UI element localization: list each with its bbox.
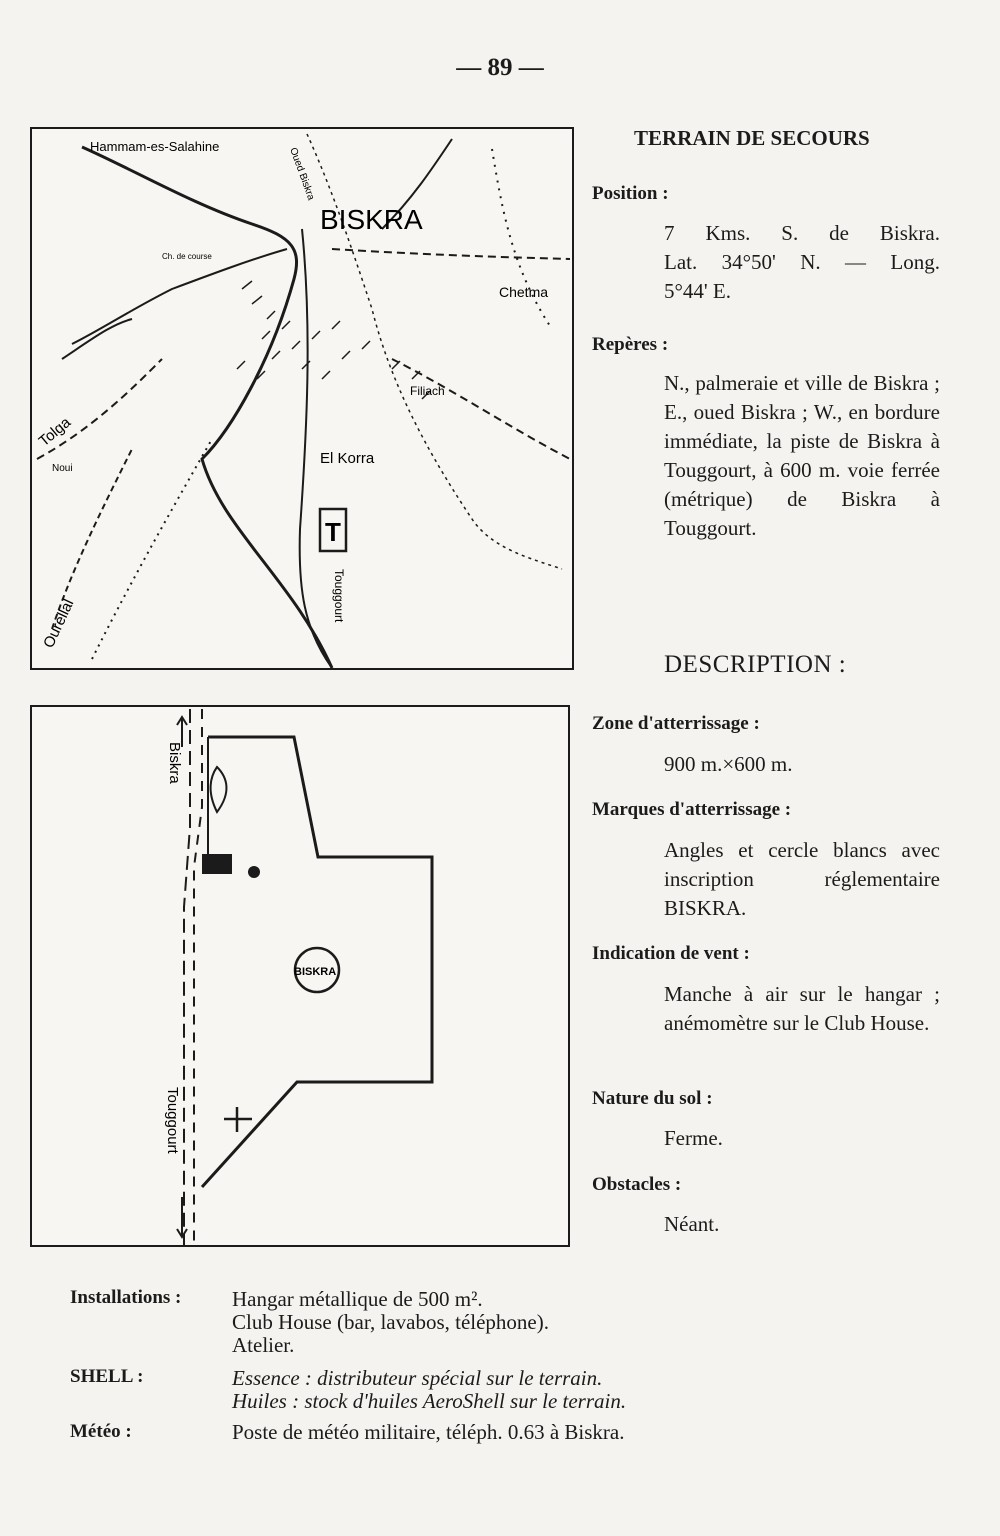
road-biskra-label: Biskra xyxy=(166,742,183,784)
sol-text: Ferme. xyxy=(664,1126,723,1150)
zone-label: Zone d'atterrissage : xyxy=(592,713,760,734)
description-title: DESCRIPTION : xyxy=(664,651,847,678)
position-line-2: Lat. 34°50' N. — Long. xyxy=(664,250,940,274)
shell-label: SHELL : xyxy=(70,1366,144,1387)
place-oued-biskra: Oued Biskra xyxy=(287,146,317,202)
obstacles-text: Néant. xyxy=(664,1212,720,1236)
installations-line-3: Atelier. xyxy=(232,1333,295,1357)
vent-text: Manche à air sur le hangar ; anémomètre sur le Club House. xyxy=(664,982,940,1035)
palm-grove xyxy=(237,281,430,399)
place-course: Ch. de course xyxy=(162,252,212,261)
installations-line-1: Hangar métallique de 500 m². xyxy=(232,1287,483,1311)
town-name: BISKRA xyxy=(320,204,423,235)
marques-text: Angles et cercle blancs avec inscription réglementaire BISKRA. xyxy=(664,838,940,920)
location-map xyxy=(30,127,574,670)
place-touggourt: Touggourt xyxy=(332,569,346,623)
obstacles-label: Obstacles : xyxy=(592,1174,682,1195)
location-map-drawing xyxy=(32,129,572,668)
railway-line xyxy=(82,147,332,668)
position-label: Position : xyxy=(592,183,669,204)
place-ourellal: Ourellal xyxy=(40,596,78,651)
zone-text: 900 m.×600 m. xyxy=(664,752,793,776)
place-chetma: Chetma xyxy=(499,284,549,300)
place-tolga: Tolga xyxy=(35,413,75,451)
page-number: — 89 — xyxy=(456,54,544,81)
sol-label: Nature du sol : xyxy=(592,1088,713,1109)
airfield-plan xyxy=(30,705,570,1247)
place-el-korra: El Korra xyxy=(320,450,375,467)
position-text xyxy=(664,219,940,306)
installations-text xyxy=(232,1288,549,1357)
shell-line-1: Essence : distributeur spécial sur le terrain. xyxy=(232,1366,603,1390)
road-touggourt-label: Touggourt xyxy=(164,1087,181,1154)
vent-label: Indication de vent : xyxy=(592,943,750,964)
marques-label: Marques d'atterrissage : xyxy=(592,799,792,820)
reperes-label: Repères : xyxy=(592,334,669,355)
section-title: TERRAIN DE SECOURS xyxy=(634,126,870,150)
airfield-plan-drawing xyxy=(32,707,568,1245)
meteo-label: Météo : xyxy=(70,1421,132,1442)
installations-line-2: Club House (bar, lavabos, téléphone). xyxy=(232,1310,549,1334)
position-line-3: 5°44' E. xyxy=(664,279,732,303)
circle-inscription: BISKRA xyxy=(294,966,337,978)
place-noui: Noui xyxy=(52,463,73,474)
shell-text xyxy=(232,1367,626,1413)
reperes-text: N., palmeraie et ville de Biskra ; E., oued Biskra ; W., en bordure immédiate, la piste de Biskra à Touggourt, à 600 m. voie ferrée (métrique) de Biskra à Touggourt. xyxy=(664,371,940,540)
installations-label: Installations : xyxy=(70,1287,182,1308)
airfield-symbol: T xyxy=(325,517,341,547)
meteo-text: Poste de météo militaire, téléph. 0.63 à Biskra. xyxy=(232,1420,625,1444)
shell-line-2: Huiles : stock d'huiles AeroShell sur le terrain. xyxy=(232,1389,627,1413)
place-hammam: Hammam-es-Salahine xyxy=(90,139,220,154)
position-line-1: 7 Kms. S. de Biskra. xyxy=(664,221,940,245)
place-filiach: Filiach xyxy=(410,384,445,398)
